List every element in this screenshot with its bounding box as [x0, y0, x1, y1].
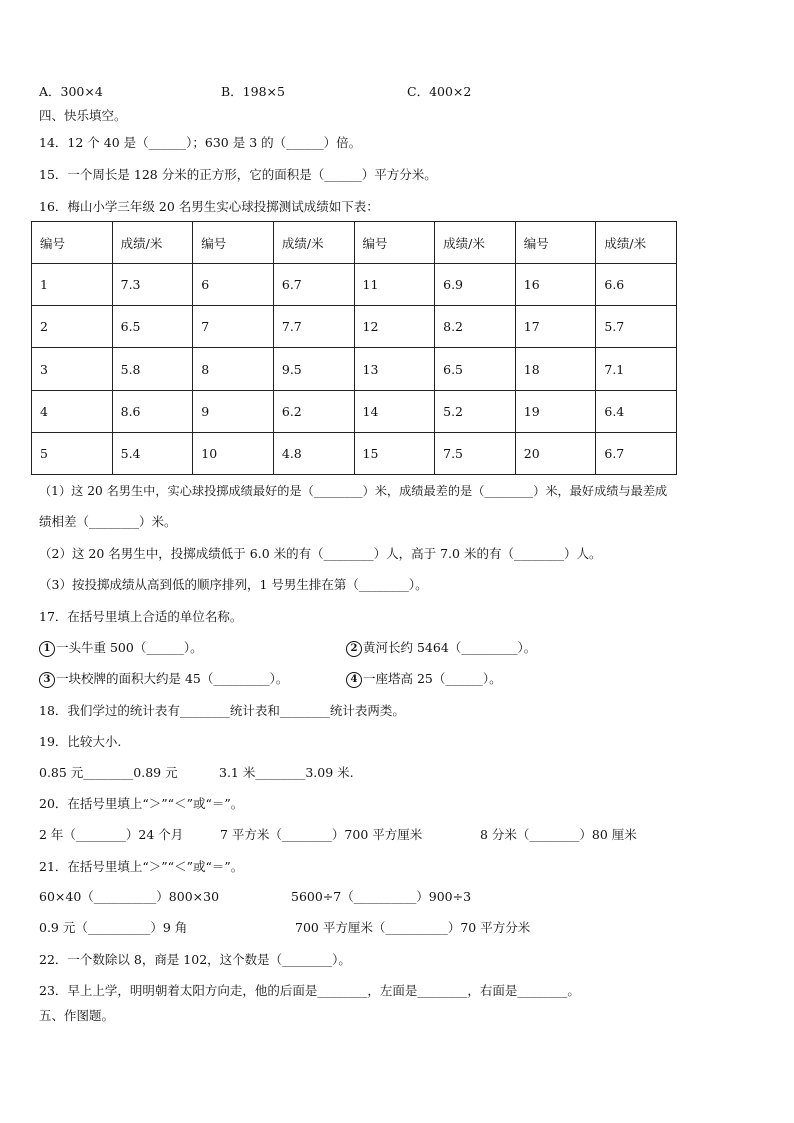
q16-sub1-line1: （1）这 20 名男生中，实心球投掷成绩最好的是（________）米，成绩最差的是（________）米，最好成绩与最差成 — [39, 484, 668, 498]
table-cell: 4 — [32, 390, 113, 432]
q21-d: 700 平方厘米（__________）70 平方分米 — [295, 920, 531, 935]
q13-option-a: A．300×4 — [39, 84, 103, 99]
table-row — [32, 306, 677, 348]
table-cell: 14 — [354, 390, 435, 432]
table-cell: 6.2 — [273, 390, 354, 432]
q23: 23．早上上学，明明朝着太阳方向走，他的后面是________，左面是________，右面是________。 — [39, 983, 580, 998]
table-row — [32, 264, 677, 306]
q18: 18．我们学过的统计表有________统计表和________统计表两类。 — [39, 703, 405, 718]
table-cell: 9.5 — [273, 348, 354, 390]
score-table — [31, 221, 677, 475]
table-row — [32, 390, 677, 432]
table-cell: 5.8 — [112, 348, 193, 390]
table-cell: 20 — [515, 432, 596, 474]
q20-a: 2 年（________）24 个月 — [39, 827, 184, 842]
table-cell: 19 — [515, 390, 596, 432]
q17-item-text: 一块校牌的面积大约是 45（_________）。 — [56, 671, 289, 686]
q14: 14．12 个 40 是（______）；630 是 3 的（______）倍。 — [39, 135, 362, 150]
table-row — [32, 432, 677, 474]
q17-item-text: 一头牛重 500（______）。 — [56, 640, 203, 655]
q17-item-1 — [39, 640, 203, 657]
table-header-cell: 编号 — [354, 222, 435, 264]
table-header-row — [32, 222, 677, 264]
table-cell: 18 — [515, 348, 596, 390]
q17-title: 17．在括号里填上合适的单位名称。 — [39, 609, 243, 624]
table-cell: 6.5 — [435, 348, 516, 390]
table-cell: 5.4 — [112, 432, 193, 474]
table-cell: 8 — [193, 348, 274, 390]
table-cell: 13 — [354, 348, 435, 390]
q15: 15．一个周长是 128 分米的正方形，它的面积是（______）平方分米。 — [39, 167, 437, 182]
q20-b: 7 平方米（________）700 平方厘米 — [220, 827, 423, 842]
table-header-cell: 成绩/米 — [273, 222, 354, 264]
table-header-cell: 成绩/米 — [435, 222, 516, 264]
q17-item-2 — [346, 640, 536, 657]
section5-heading: 五、作图题。 — [39, 1008, 115, 1023]
table-cell: 6.9 — [435, 264, 516, 306]
table-cell: 9 — [193, 390, 274, 432]
table-header-cell: 编号 — [515, 222, 596, 264]
q16-title: 16．梅山小学三年级 20 名男生实心球投掷测试成绩如下表： — [39, 199, 379, 214]
table-cell: 10 — [193, 432, 274, 474]
table-cell: 1 — [32, 264, 113, 306]
table-cell: 7 — [193, 306, 274, 348]
q21-b: 5600÷7（__________）900÷3 — [291, 889, 472, 904]
table-cell: 5.2 — [435, 390, 516, 432]
q21-title: 21．在括号里填上“＞”“＜”或“＝”。 — [39, 859, 244, 874]
q20-title: 20．在括号里填上“＞”“＜”或“＝”。 — [39, 796, 244, 811]
q19-title: 19．比较大小. — [39, 734, 122, 749]
table-header-cell: 编号 — [32, 222, 113, 264]
q20-c: 8 分米（________）80 厘米 — [480, 827, 637, 842]
table-cell: 17 — [515, 306, 596, 348]
table-cell: 6 — [193, 264, 274, 306]
circled-number: 3 — [39, 672, 55, 688]
table-cell: 6.7 — [596, 432, 677, 474]
q17-item-4 — [346, 671, 502, 688]
table-cell: 5 — [32, 432, 113, 474]
q17-item-3 — [39, 671, 288, 688]
q22: 22．一个数除以 8，商是 102，这个数是（________）。 — [39, 952, 351, 967]
circled-number: 2 — [346, 641, 362, 657]
table-header-cell: 编号 — [193, 222, 274, 264]
q16-sub1-line2: 绩相差（________）米。 — [39, 514, 177, 529]
table-cell: 11 — [354, 264, 435, 306]
circled-number: 4 — [346, 672, 362, 688]
table-cell: 6.6 — [596, 264, 677, 306]
table-cell: 7.5 — [435, 432, 516, 474]
table-cell: 4.8 — [273, 432, 354, 474]
table-cell: 5.7 — [596, 306, 677, 348]
table-cell: 6.4 — [596, 390, 677, 432]
q17-item-text: 一座塔高 25（______）。 — [363, 671, 502, 686]
q16-sub2: （2）这 20 名男生中，投掷成绩低于 6.0 米的有（________）人，高于 7.0 米的有（________）人。 — [39, 546, 602, 561]
q21-c: 0.9 元（__________）9 角 — [39, 920, 188, 935]
table-cell: 7.3 — [112, 264, 193, 306]
circled-number: 1 — [39, 641, 55, 657]
table-cell: 7.7 — [273, 306, 354, 348]
section4-heading: 四、快乐填空。 — [39, 108, 127, 123]
table-cell: 6.7 — [273, 264, 354, 306]
table-cell: 8.6 — [112, 390, 193, 432]
table-header-cell: 成绩/米 — [112, 222, 193, 264]
table-cell: 12 — [354, 306, 435, 348]
table-header-cell: 成绩/米 — [596, 222, 677, 264]
table-cell: 7.1 — [596, 348, 677, 390]
table-row — [32, 348, 677, 390]
table-cell: 3 — [32, 348, 113, 390]
q21-a: 60×40（__________）800×30 — [39, 889, 220, 904]
table-cell: 2 — [32, 306, 113, 348]
q19-a: 0.85 元________0.89 元 — [39, 765, 178, 780]
table-cell: 6.5 — [112, 306, 193, 348]
q13-option-b: B．198×5 — [221, 84, 285, 99]
q16-sub3: （3）按投掷成绩从高到低的顺序排列，1 号男生排在第（________）。 — [39, 577, 428, 592]
q19-b: 3.1 米________3.09 米. — [219, 765, 354, 780]
q13-option-c: C．400×2 — [407, 84, 472, 99]
table-cell: 16 — [515, 264, 596, 306]
table-cell: 8.2 — [435, 306, 516, 348]
q17-item-text: 黄河长约 5464（_________）。 — [363, 640, 537, 655]
table-cell: 15 — [354, 432, 435, 474]
